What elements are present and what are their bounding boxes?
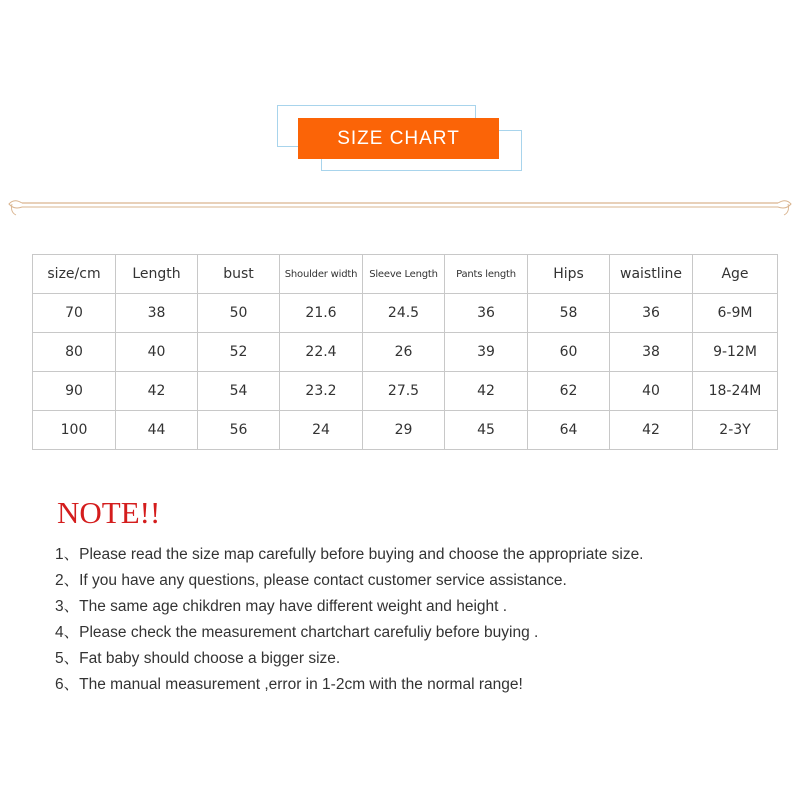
table-cell: 62	[528, 372, 610, 411]
table-cell: 70	[33, 294, 116, 333]
table-row	[33, 411, 778, 450]
table-header-cell: size/cm	[33, 255, 116, 294]
table-row	[33, 333, 778, 372]
table-cell: 27.5	[363, 372, 445, 411]
table-header-cell: Sleeve Length	[363, 255, 445, 294]
table-cell: 42	[116, 372, 198, 411]
table-cell: 90	[33, 372, 116, 411]
table-cell: 38	[610, 333, 693, 372]
size-chart-title: SIZE CHART	[337, 127, 460, 149]
table-cell: 36	[610, 294, 693, 333]
note-item: 3、The same age chikdren may have different weight and height .	[55, 598, 508, 615]
table-cell: 40	[610, 372, 693, 411]
table-header-cell: Age	[693, 255, 778, 294]
table-cell: 42	[445, 372, 528, 411]
table-cell: 50	[198, 294, 280, 333]
table-cell: 36	[445, 294, 528, 333]
table-row	[33, 372, 778, 411]
table-header-cell: bust	[198, 255, 280, 294]
table-cell: 26	[363, 333, 445, 372]
table-cell: 100	[33, 411, 116, 450]
table-cell: 54	[198, 372, 280, 411]
table-cell: 2-3Y	[693, 411, 778, 450]
note-item: 1、Please read the size map carefully before buying and choose the appropriate size.	[55, 546, 644, 563]
table-cell: 80	[33, 333, 116, 372]
table-cell: 64	[528, 411, 610, 450]
table-cell: 21.6	[280, 294, 363, 333]
table-header-cell: Pants length	[445, 255, 528, 294]
ornamental-divider	[0, 188, 800, 228]
table-header-cell: waistline	[610, 255, 693, 294]
table-cell: 23.2	[280, 372, 363, 411]
table-cell: 39	[445, 333, 528, 372]
table-header-cell: Hips	[528, 255, 610, 294]
note-item: 2、If you have any questions, please contact customer service assistance.	[55, 572, 567, 589]
size-chart-title-box	[298, 118, 499, 159]
table-cell: 52	[198, 333, 280, 372]
table-cell: 40	[116, 333, 198, 372]
table-cell: 6-9M	[693, 294, 778, 333]
note-list	[55, 542, 644, 698]
table-cell: 42	[610, 411, 693, 450]
note-item: 6、The manual measurement ,error in 1-2cm with the normal range!	[55, 676, 523, 693]
table-cell: 38	[116, 294, 198, 333]
table-cell: 29	[363, 411, 445, 450]
note-item: 4、Please check the measurement chartchart carefuliy before buying .	[55, 624, 539, 641]
table-cell: 56	[198, 411, 280, 450]
table-cell: 58	[528, 294, 610, 333]
table-header-cell: Shoulder width	[280, 255, 363, 294]
note-title: NOTE!!	[57, 495, 161, 530]
size-chart-header	[0, 0, 800, 220]
table-cell: 9-12M	[693, 333, 778, 372]
table-row	[33, 294, 778, 333]
size-table	[32, 254, 778, 450]
note-item: 5、Fat baby should choose a bigger size.	[55, 650, 341, 667]
table-cell: 44	[116, 411, 198, 450]
table-cell: 22.4	[280, 333, 363, 372]
table-cell: 24	[280, 411, 363, 450]
table-cell: 18-24M	[693, 372, 778, 411]
table-cell: 24.5	[363, 294, 445, 333]
table-header-cell: Length	[116, 255, 198, 294]
table-cell: 45	[445, 411, 528, 450]
table-cell: 60	[528, 333, 610, 372]
table-header-row	[33, 255, 778, 294]
